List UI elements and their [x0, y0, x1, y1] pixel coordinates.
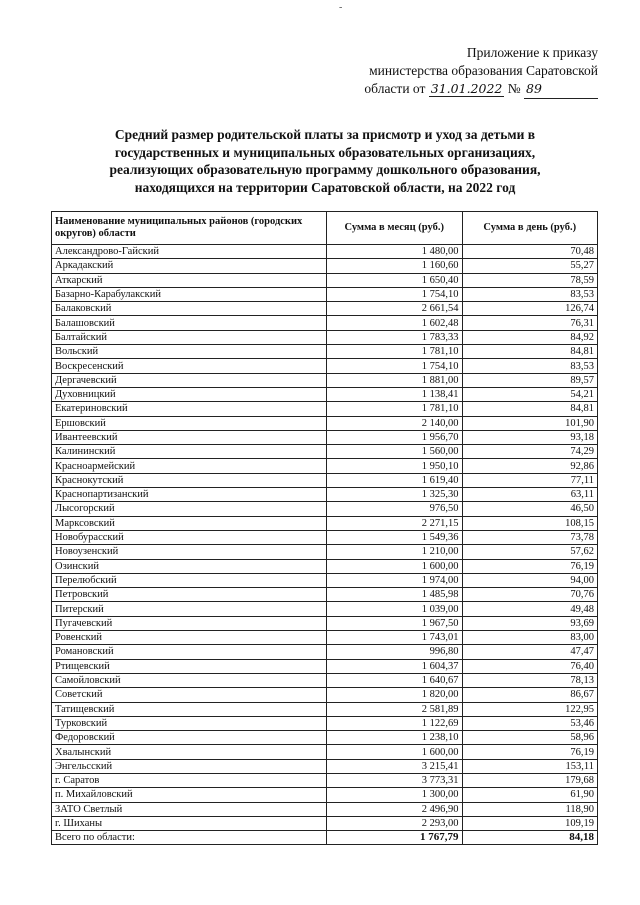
monthly-fee: 1 480,00 [327, 245, 463, 259]
daily-fee: 86,67 [462, 688, 598, 702]
district-name: Советский [52, 688, 327, 702]
monthly-fee: 1 781,10 [327, 345, 463, 359]
district-name: Петровский [52, 588, 327, 602]
table-row [52, 473, 598, 487]
title-line-3: реализующих образовательную программу дошкольного образования, [109, 162, 541, 178]
monthly-fee: 1 619,40 [327, 473, 463, 487]
table-row [52, 359, 598, 373]
table-row [52, 330, 598, 344]
district-name: Базарно-Карабулакский [52, 287, 327, 301]
table-row [52, 688, 598, 702]
district-name: Пугачевский [52, 616, 327, 630]
daily-fee: 78,59 [462, 273, 598, 287]
table-body [52, 245, 598, 845]
appendix-number-label: № [507, 81, 521, 96]
monthly-fee: 2 140,00 [327, 416, 463, 430]
daily-fee: 93,18 [462, 430, 598, 444]
daily-fee: 179,68 [462, 773, 598, 787]
daily-fee: 93,69 [462, 616, 598, 630]
table-row [52, 573, 598, 587]
table-row [52, 502, 598, 516]
monthly-fee: 2 496,90 [327, 802, 463, 816]
daily-fee: 73,78 [462, 530, 598, 544]
table-row [52, 659, 598, 673]
daily-fee: 83,53 [462, 359, 598, 373]
title-line-1: Средний размер родительской платы за присмотр и уход за детьми в [114, 127, 536, 142]
appendix-block [336, 44, 598, 99]
table-row [52, 530, 598, 544]
table-row [52, 716, 598, 730]
monthly-fee: 1 650,40 [327, 273, 463, 287]
table-row [52, 287, 598, 301]
district-name: ЗАТО Светлый [52, 802, 327, 816]
total-label: Всего по области: [52, 831, 327, 845]
daily-fee: 76,19 [462, 559, 598, 573]
district-name: Духовницкий [52, 387, 327, 401]
district-name: Дергачевский [52, 373, 327, 387]
table-row [52, 373, 598, 387]
district-name: Воскресенский [52, 359, 327, 373]
daily-fee: 89,57 [462, 373, 598, 387]
daily-fee: 61,90 [462, 788, 598, 802]
district-name: Краснопартизанский [52, 488, 327, 502]
daily-fee: 84,81 [462, 345, 598, 359]
table-row [52, 516, 598, 530]
document-title [60, 126, 590, 196]
header-day: Сумма в день (руб.) [462, 212, 598, 245]
monthly-fee: 1 974,00 [327, 573, 463, 587]
monthly-fee: 1 783,33 [327, 330, 463, 344]
table-row [52, 616, 598, 630]
daily-fee: 76,19 [462, 745, 598, 759]
daily-fee: 46,50 [462, 502, 598, 516]
monthly-fee: 1 600,00 [327, 559, 463, 573]
district-name: Краснокутский [52, 473, 327, 487]
district-name: п. Михайловский [52, 788, 327, 802]
table-row [52, 345, 598, 359]
district-name: Ершовский [52, 416, 327, 430]
monthly-fee: 3 773,31 [327, 773, 463, 787]
monthly-fee: 1 754,10 [327, 359, 463, 373]
table-row [52, 273, 598, 287]
district-name: Аркадакский [52, 259, 327, 273]
district-name: Питерский [52, 602, 327, 616]
table-row [52, 459, 598, 473]
table-row [52, 773, 598, 787]
table-row [52, 759, 598, 773]
monthly-fee: 1 781,10 [327, 402, 463, 416]
monthly-fee: 2 293,00 [327, 816, 463, 830]
monthly-fee: 1 604,37 [327, 659, 463, 673]
daily-fee: 47,47 [462, 645, 598, 659]
table-row [52, 545, 598, 559]
daily-fee: 118,90 [462, 802, 598, 816]
table-row [52, 316, 598, 330]
total-daily-fee: 84,18 [462, 831, 598, 845]
table-row [52, 788, 598, 802]
appendix-line-3 [336, 80, 598, 99]
table-row [52, 745, 598, 759]
title-line-4: находящихся на территории Саратовской области, на 2022 год [134, 179, 516, 195]
daily-fee: 84,81 [462, 402, 598, 416]
monthly-fee: 1 325,30 [327, 488, 463, 502]
daily-fee: 83,00 [462, 631, 598, 645]
monthly-fee: 1 560,00 [327, 445, 463, 459]
table-row [52, 602, 598, 616]
table-row [52, 816, 598, 830]
district-name: Федоровский [52, 731, 327, 745]
monthly-fee: 976,50 [327, 502, 463, 516]
monthly-fee: 2 271,15 [327, 516, 463, 530]
daily-fee: 63,11 [462, 488, 598, 502]
district-name: г. Шиханы [52, 816, 327, 830]
daily-fee: 54,21 [462, 387, 598, 401]
district-name: Перелюбский [52, 573, 327, 587]
daily-fee: 76,31 [462, 316, 598, 330]
monthly-fee: 1 238,10 [327, 731, 463, 745]
daily-fee: 58,96 [462, 731, 598, 745]
monthly-fee: 1 485,98 [327, 588, 463, 602]
district-name: Самойловский [52, 673, 327, 687]
district-name: Ровенский [52, 631, 327, 645]
daily-fee: 49,48 [462, 602, 598, 616]
total-row [52, 831, 598, 845]
district-name: Вольский [52, 345, 327, 359]
district-name: Ивантеевский [52, 430, 327, 444]
district-name: Балашовский [52, 316, 327, 330]
table-row [52, 731, 598, 745]
appendix-line-2: министерства образования Саратовской [369, 63, 598, 78]
monthly-fee: 1 820,00 [327, 688, 463, 702]
daily-fee: 153,11 [462, 759, 598, 773]
table-row [52, 416, 598, 430]
daily-fee: 83,53 [462, 287, 598, 301]
district-name: Калининский [52, 445, 327, 459]
district-name: Балаковский [52, 302, 327, 316]
table-row [52, 588, 598, 602]
daily-fee: 109,19 [462, 816, 598, 830]
district-name: Новоузенский [52, 545, 327, 559]
table-row [52, 488, 598, 502]
district-name: Екатериновский [52, 402, 327, 416]
daily-fee: 108,15 [462, 516, 598, 530]
header-month: Сумма в месяц (руб.) [327, 212, 463, 245]
title-line-2: государственных и муниципальных образовательных организациях, [114, 144, 536, 160]
district-name: Новобурасский [52, 530, 327, 544]
table-header-row [52, 212, 598, 245]
district-name: Александрово-Гайский [52, 245, 327, 259]
appendix-line-1: Приложение к приказу [466, 45, 598, 60]
daily-fee: 70,76 [462, 588, 598, 602]
district-name: Энгельсский [52, 759, 327, 773]
table-row [52, 559, 598, 573]
daily-fee: 126,74 [462, 302, 598, 316]
monthly-fee: 996,80 [327, 645, 463, 659]
district-name: Хвалынский [52, 745, 327, 759]
daily-fee: 57,62 [462, 545, 598, 559]
table-row [52, 802, 598, 816]
monthly-fee: 1 602,48 [327, 316, 463, 330]
monthly-fee: 1 640,67 [327, 673, 463, 687]
table-row [52, 259, 598, 273]
district-name: Аткарский [52, 273, 327, 287]
monthly-fee: 1 160,60 [327, 259, 463, 273]
district-name: Лысогорский [52, 502, 327, 516]
handwritten-date: 31.01.2022 [430, 81, 503, 96]
header-district: Наименование муниципальных районов (городских округов) области [52, 212, 327, 245]
fees-table [51, 211, 598, 845]
table-row [52, 402, 598, 416]
table-row [52, 430, 598, 444]
table-row [52, 631, 598, 645]
monthly-fee: 1 549,36 [327, 530, 463, 544]
table-row [52, 702, 598, 716]
table-row [52, 302, 598, 316]
district-name: Озинский [52, 559, 327, 573]
daily-fee: 74,29 [462, 445, 598, 459]
monthly-fee: 1 138,41 [327, 387, 463, 401]
district-name: Романовский [52, 645, 327, 659]
monthly-fee: 1 300,00 [327, 788, 463, 802]
monthly-fee: 1 881,00 [327, 373, 463, 387]
district-name: Татищевский [52, 702, 327, 716]
daily-fee: 53,46 [462, 716, 598, 730]
table-row [52, 445, 598, 459]
monthly-fee: 1 743,01 [327, 631, 463, 645]
daily-fee: 94,00 [462, 573, 598, 587]
monthly-fee: 1 210,00 [327, 545, 463, 559]
handwritten-number: 89 [524, 80, 598, 99]
monthly-fee: 1 967,50 [327, 616, 463, 630]
district-name: Турковский [52, 716, 327, 730]
daily-fee: 77,11 [462, 473, 598, 487]
total-monthly-fee: 1 767,79 [327, 831, 463, 845]
monthly-fee: 1 956,70 [327, 430, 463, 444]
district-name: Балтайский [52, 330, 327, 344]
monthly-fee: 2 581,89 [327, 702, 463, 716]
table-row [52, 245, 598, 259]
monthly-fee: 1 600,00 [327, 745, 463, 759]
monthly-fee: 2 661,54 [327, 302, 463, 316]
daily-fee: 55,27 [462, 259, 598, 273]
daily-fee: 92,86 [462, 459, 598, 473]
district-name: Красноармейский [52, 459, 327, 473]
table-row [52, 673, 598, 687]
daily-fee: 101,90 [462, 416, 598, 430]
daily-fee: 122,95 [462, 702, 598, 716]
monthly-fee: 1 122,69 [327, 716, 463, 730]
daily-fee: 78,13 [462, 673, 598, 687]
table-row [52, 645, 598, 659]
district-name: Ртищевский [52, 659, 327, 673]
table-row [52, 387, 598, 401]
monthly-fee: 1 754,10 [327, 287, 463, 301]
monthly-fee: 1 950,10 [327, 459, 463, 473]
appendix-date-prefix: области от [364, 81, 426, 96]
daily-fee: 84,92 [462, 330, 598, 344]
daily-fee: 70,48 [462, 245, 598, 259]
monthly-fee: 1 039,00 [327, 602, 463, 616]
header-mark: - [339, 2, 343, 13]
district-name: Марксовский [52, 516, 327, 530]
monthly-fee: 3 215,41 [327, 759, 463, 773]
district-name: г. Саратов [52, 773, 327, 787]
daily-fee: 76,40 [462, 659, 598, 673]
